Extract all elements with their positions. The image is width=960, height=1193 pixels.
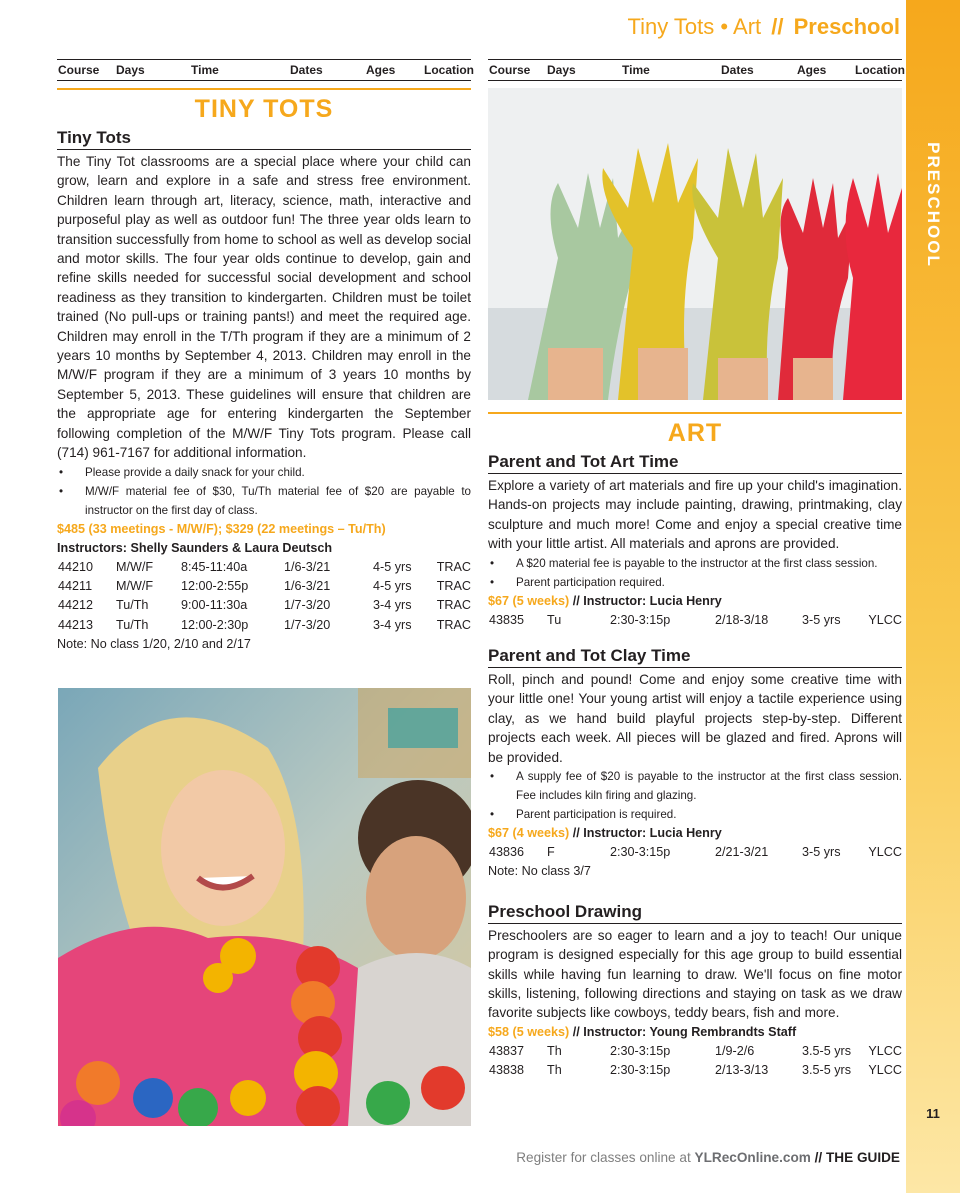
cell-course: 44212 [58, 598, 94, 613]
cell-ages: 3-5 yrs [802, 612, 841, 627]
cell-ages: 3-5 yrs [802, 845, 841, 860]
cell-days: Th [547, 1063, 562, 1078]
bullet-item: • A supply fee of $20 is payable to the instructor at the first class session. Fee includes kiln firing and glazing. [488, 767, 902, 805]
painted-hands-illustration [488, 88, 902, 400]
bullet-item: • A $20 material fee is payable to the instructor at the first class session. [488, 554, 902, 573]
col-dates: Dates [290, 63, 323, 77]
instructor-text: // Instructor: Lucia Henry [572, 826, 722, 841]
class-title: Parent and Tot Clay Time [488, 646, 902, 668]
class-title: Preschool Drawing [488, 902, 902, 924]
header-tiny-tots: Tiny Tots [627, 14, 715, 39]
schedule-table [488, 611, 902, 630]
bullet-item: • Parent participation required. [488, 573, 902, 592]
bullet-item: • Parent participation is required. [488, 805, 902, 824]
cell-location: TRAC [436, 598, 471, 613]
art-class-parent-tot-clay [488, 646, 902, 882]
cell-time: 9:00-11:30a [181, 598, 248, 613]
page-number: 11 [926, 1106, 940, 1121]
table-row [57, 596, 471, 615]
cell-dates: 1/7-3/20 [284, 617, 331, 632]
cell-days: Tu/Th [116, 598, 149, 613]
table-row [488, 843, 902, 862]
class-price-instructor [488, 824, 902, 843]
col-course: Course [489, 63, 531, 77]
class-title: Parent and Tot Art Time [488, 452, 902, 474]
cell-location: YLCC [868, 1043, 902, 1058]
bullet-item: • Please provide a daily snack for your child. [57, 463, 471, 482]
schedule-table [488, 1042, 902, 1081]
table-row [57, 616, 471, 635]
col-days: Days [116, 63, 145, 77]
header-preschool: Preschool [793, 14, 900, 39]
class-description: Explore a variety of art materials and fire up your child's imagination. Hands-on projects may include painting, drawing, printmaking, clay sculpture and much more! Come and enjoy a special creative time with your little artist. All materials and aprons are provided. [488, 478, 902, 552]
class-instructor: Instructors: Shelly Saunders & Laura Deutsch [57, 540, 333, 555]
cell-dates: 1/9-2/6 [715, 1043, 755, 1058]
tiny-tots-section [57, 88, 471, 654]
col-time: Time [622, 63, 650, 77]
col-ages: Ages [366, 63, 396, 77]
price-text: $67 (5 weeks) [488, 593, 570, 608]
class-description: Roll, pinch and pound! Come and enjoy some creative time with your little one! Your young artist will enjoy a tactile experience using clay, as we hand build playful projects step-by-step. Different projects each week. All pieces will be glazed and fired. Aprons will be provided. [488, 672, 902, 765]
page-footer [516, 1150, 900, 1165]
cell-days: Th [547, 1043, 562, 1058]
art-section [488, 412, 902, 1081]
class-price-instructor [488, 1023, 902, 1042]
cell-days: M/W/F [116, 559, 154, 574]
side-tab-label: PRESCHOOL [924, 142, 943, 268]
col-ages: Ages [797, 63, 827, 77]
class-description: The Tiny Tot classrooms are a special place where your child can grow, learn and explore in a safe and stress free environment. Children learn through art, literacy, science, math, interactive and purposeful play as well as outdoor fun! The three year olds learn to transition successfully from home to school as well as develop social and motor skills. The four year olds continue to develop, gain and refine skills needed for successful social development and school readiness as they transition to kindergarten. Children must be toilet trained (No pull-ups or training pants!) and meet the required age. Children may enroll in the T/Th program if they are a minimum of 2 years 10 months by September 4, 2013. Children may enroll in the M/W/F program if they are a minimum of 3 years 10 months by September 5, 2013. These guidelines will ensure that children are the appropriate age for entering kindergarten the September following completion of the M/W/F Tiny Tots program. Please call (714) 961-7167 for additional information. [57, 154, 471, 461]
footer-guide: THE GUIDE [825, 1150, 900, 1165]
cell-ages: 3-4 yrs [373, 598, 412, 613]
cell-time: 2:30-3:15p [610, 845, 671, 860]
cell-dates: 2/18-3/18 [715, 612, 769, 627]
class-price [57, 520, 471, 539]
cell-course: 44210 [58, 559, 94, 574]
cell-time: 2:30-3:15p [610, 1063, 671, 1078]
cell-dates: 2/13-3/13 [715, 1063, 769, 1078]
cell-days: Tu [547, 612, 562, 627]
instructor-text: // Instructor: Young Rembrandts Staff [572, 1024, 797, 1039]
art-class-parent-tot-art [488, 452, 902, 630]
col-time: Time [191, 63, 219, 77]
cell-ages: 4-5 yrs [373, 559, 412, 574]
price-text: $67 (4 weeks) [488, 826, 570, 841]
table-row [57, 577, 471, 596]
schedule-table [57, 558, 471, 636]
footer-slashes: // [814, 1150, 823, 1165]
cell-ages: 3.5-5 yrs [802, 1043, 851, 1058]
cell-location: YLCC [868, 612, 902, 627]
cell-dates: 2/21-3/21 [715, 845, 769, 860]
photo-painted-hands [488, 88, 902, 400]
footer-website-link[interactable]: YLRecOnline.com [694, 1150, 811, 1165]
class-description: Preschoolers are so eager to learn and a joy to teach! Our unique program is designed especially for this age group to build essential skills while having fun learning to draw. We'll focus on fine motor skills, listening, following directions and staying on task as we draw favorite subjects like cowboys, teddy bears, fish and more. [488, 927, 902, 1021]
section-title-tiny-tots: TINY TOTS [57, 88, 471, 128]
cell-dates: 1/6-3/21 [284, 559, 331, 574]
cell-course: 43836 [489, 845, 525, 860]
column-header-right [488, 59, 905, 81]
cell-ages: 4-5 yrs [373, 578, 412, 593]
cell-course: 43835 [489, 612, 525, 627]
cell-location: TRAC [436, 617, 471, 632]
table-row [488, 611, 902, 630]
header-dot: • [720, 14, 729, 39]
col-days: Days [547, 63, 576, 77]
class-bullets [488, 767, 902, 824]
header-slashes: // [771, 14, 784, 39]
cell-location: YLCC [868, 1063, 902, 1078]
price-text: $58 (5 weeks) [488, 1024, 570, 1039]
header-art: Art [733, 14, 762, 39]
photo-teacher-child [58, 688, 471, 1126]
class-bullets [57, 463, 471, 520]
art-class-preschool-drawing [488, 902, 902, 1081]
cell-ages: 3-4 yrs [373, 617, 412, 632]
cell-days: F [547, 845, 555, 860]
cell-time: 12:00-2:30p [181, 617, 249, 632]
table-row [57, 558, 471, 577]
cell-course: 43837 [489, 1043, 525, 1058]
cell-dates: 1/6-3/21 [284, 578, 331, 593]
footer-prefix: Register for classes online at [516, 1150, 691, 1165]
cell-course: 44211 [58, 578, 93, 593]
section-title-art: ART [488, 412, 902, 452]
class-note: Note: No class 3/7 [488, 864, 591, 879]
col-course: Course [58, 63, 100, 77]
cell-ages: 3.5-5 yrs [802, 1063, 851, 1078]
table-row [488, 1061, 902, 1080]
col-dates: Dates [721, 63, 754, 77]
cell-time: 12:00-2:55p [181, 578, 249, 593]
instructor-text: // Instructor: Lucia Henry [572, 593, 722, 608]
cell-location: TRAC [436, 578, 471, 593]
cell-days: M/W/F [116, 578, 154, 593]
schedule-table [488, 843, 902, 862]
column-header-left [57, 59, 474, 81]
class-title: Tiny Tots [57, 128, 471, 150]
page-header [627, 14, 900, 40]
cell-course: 44213 [58, 617, 94, 632]
class-price-instructor [488, 592, 902, 611]
side-tab-preschool [906, 130, 960, 280]
cell-course: 43838 [489, 1063, 525, 1078]
cell-time: 2:30-3:15p [610, 612, 671, 627]
col-location: Location [855, 63, 905, 77]
col-location: Location [424, 63, 474, 77]
cell-time: 2:30-3:15p [610, 1043, 671, 1058]
table-row [488, 1042, 902, 1061]
class-note: Note: No class 1/20, 2/10 and 2/17 [57, 637, 251, 652]
bullet-item: • M/W/F material fee of $30, Tu/Th material fee of $20 are payable to instructor on the first day of class. [57, 482, 471, 520]
price-text: $485 (33 meetings - M/W/F); $329 (22 meetings – Tu/Th) [57, 521, 386, 536]
class-bullets [488, 554, 902, 592]
cell-time: 8:45-11:40a [181, 559, 248, 574]
cell-location: YLCC [868, 845, 902, 860]
cell-days: Tu/Th [116, 617, 149, 632]
cell-location: TRAC [436, 559, 471, 574]
cell-dates: 1/7-3/20 [284, 598, 331, 613]
teacher-child-illustration [58, 688, 471, 1126]
